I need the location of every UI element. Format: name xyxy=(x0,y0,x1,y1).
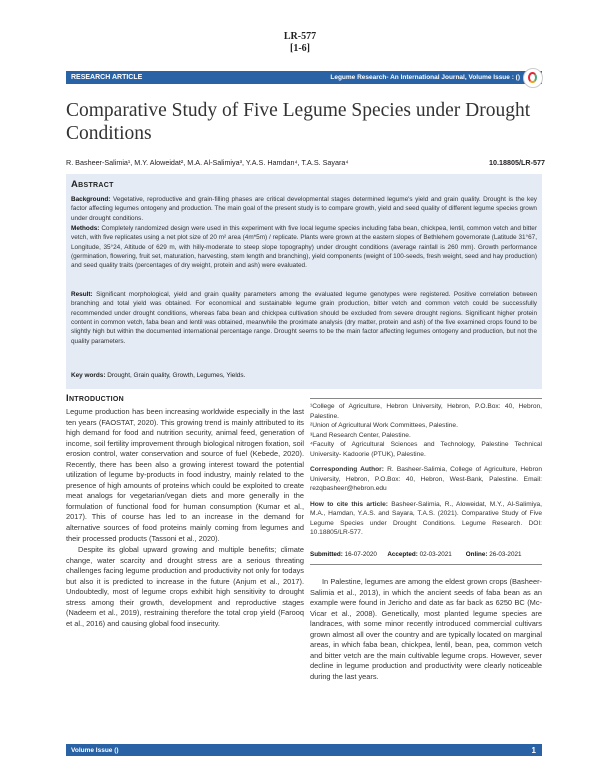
footer-volume: Volume Issue () xyxy=(71,746,119,754)
how-to-cite: How to cite this article: Basheer-Salimia, R., Aloweidat, M.Y., Al-Salimiya, M.A., Hamdan, Y.A.S. and Sayara, T.A.S. (2021). Comparative Study of Five Legume Species under Drought Conditions. Legume Research. DOI: 10.18805/LR-577. xyxy=(310,500,542,536)
affiliation-4: ⁴Faculty of Agricultural Sciences and Technology, Palestine Technical University- Kadoorie (PTUK), Palestine. xyxy=(310,441,542,458)
article-title-line-2: Conditions xyxy=(66,123,152,144)
abstract-heading: Abstract xyxy=(71,179,114,190)
article-type: RESEARCH ARTICLE xyxy=(71,74,143,81)
article-title-line-1: Comparative Study of Five Legume Species under Drought xyxy=(66,100,531,121)
intro-paragraph-1: Legume production has been increasing worldwide especially in the last ten years (FAOSTAT, 2020). This growing trend is mainly attributed to its high demand for food and nutrition security, animal feed, generation of income, soil fertility improvement through biological nitrogen fixation, soil erosion control, water conservation and source of fuel (Kebede, 2020). Recently, there has been also a growing interest toward the potential utilization of legume by-products in food industry, mainly related to the presence of high amounts of proteins which could be exploited to create meat analogs for vegetarian/vegan diets and more generally in the formulation of functional food for human consumption (Kumar et al., 2017). This of course has led to an increase in the demand for alternative sources of food proteins mainly coming from legumes and their processed products (Tassoni et al., 2020). xyxy=(66,407,304,543)
crossmark-icon[interactable] xyxy=(523,68,543,88)
journal-name: Legume Research- An International Journal, Volume Issue : () xyxy=(330,74,520,81)
author-list: R. Basheer-Salimia¹, M.Y. Aloweidat², M.A. Al-Salimiya³, Y.A.S. Hamdan⁴, T.A.S. Sayara⁴ xyxy=(66,158,349,167)
header-bar xyxy=(66,71,542,84)
intro-column xyxy=(66,407,304,629)
abstract-background: Background: Vegetative, reproductive and grain-filling phases are critical developmental stages determined legume's yield and grain quality. Drought is the key factor affecting legumes ontogeny and production. The main goal of the present study is to compare growth, yield and seed quality of different legume species grown under drought conditions. xyxy=(71,196,537,222)
keywords: Key words: Drought, Grain quality, Growth, Legumes, Yields. xyxy=(71,372,246,379)
abstract-box xyxy=(66,174,542,389)
affiliation-3: ³Land Research Center, Palestine. xyxy=(310,431,411,439)
introduction-heading: Introduction xyxy=(66,393,124,404)
abstract-methods: Methods: Completely randomized design were used in this experiment with five local legume species including faba bean, chickpea, lentil, common vetch and bitter vetch, with five replicates using a net plot size of 20 m² area (4m*5m) / replicate. Plants were grown at the eastern slopes of Bethlehem governorate (Latitude 31°67, Longitude, 35°24, Altitude of 629 m, with hilly-moderate to steep slope topography) under drought conditions (average rainfall is 260 mm). Growth performance (germination, flowering, fruit set, maturation, harvesting, stem length and branching), yield components (weight of 100-seeds, fresh weight, seed and hay production) and seed quality traits (percentages of dry weight, protein and ash) were evaluated. xyxy=(71,225,537,270)
affiliation-2: ²Union of Agricultural Work Committees, Palestine. xyxy=(310,422,458,429)
corresponding-author: Corresponding Author: R. Basheer-Salimia, College of Agriculture, Hebron University, Hebron, P.O.Box: 40, Hebron, West-Bank, Palestine. Email: rezqbasheer@hebron.edu xyxy=(310,466,542,492)
submission-dates: Submitted: 16-07-2020 Accepted: 02-03-2021 Online: 26-03-2021 xyxy=(310,551,522,558)
affiliation-1: ¹College of Agriculture, Hebron University, Hebron, P.O.Box: 40, Hebron, Palestine. xyxy=(310,403,542,420)
page-range: [1-6] xyxy=(290,43,310,54)
intro-paragraph-2: Despite its global upward growing and multiple benefits; climate change, water scarcity and drought stress are a serious threating challenges facing legume production and productivity not only for todays but also it is predicted to increase in the future (Anjum et al., 2017). Undoubtedly, most of legume crops exhibit high sensitivity to drought stress among their growth, development and reproductive stages (Nadeem et al., 2019), restraining therefore the total crop yield (Farooq et al., 2016) and causing global food insecurity. xyxy=(66,545,304,628)
dates-divider xyxy=(310,564,542,565)
page-number: 1 xyxy=(531,745,536,755)
footer-bar xyxy=(66,744,542,756)
abstract-result: Result: Significant morphological, yield and grain quality parameters among the evaluated legume genotypes were registered. Positive correlation between branching and total yield was obtained. For economical and sustainable legume grain production, bitter vetch and common vetch could be successfully recommended under drought conditions, whereas faba bean and chickpea cultivation should be excluded from severe drought regions. Significant higher protein content in common vetch, faba bean and lentil was obtained, meanwhile the proximate analysis (dry matter, protein and ash) of the five examined crops found to be slightly high but within the documented international percentage range. Drought seems to be the main factor affecting legumes ontogeny and production, but not the quality parameters. xyxy=(71,291,538,345)
article-code: LR-577 xyxy=(283,31,317,42)
right-paragraph: In Palestine, legumes are among the eldest grown crops (Basheer-Salimia et al., 2013), in which the ancient seeds of faba bean as an example were found in Jericho and date as far back as 6250 BC (Mc-Vicar et al., 2008). Genetically, most planted legume species are landraces, with some minor recently introduced commercial cultivars grown almost all over the country and are typically located on marginal areas, in which faba bean, chickpea, lentil, bean, pea, common vetch and bitter vetch are the main cultivable legume crops. However, sever decline in legume production and productivity were clearly noticeable during the last years. xyxy=(310,577,542,681)
affiliation-divider xyxy=(310,398,542,399)
doi[interactable]: 10.18805/LR-577 xyxy=(489,158,545,167)
right-column xyxy=(310,577,542,682)
affiliations xyxy=(310,402,542,538)
